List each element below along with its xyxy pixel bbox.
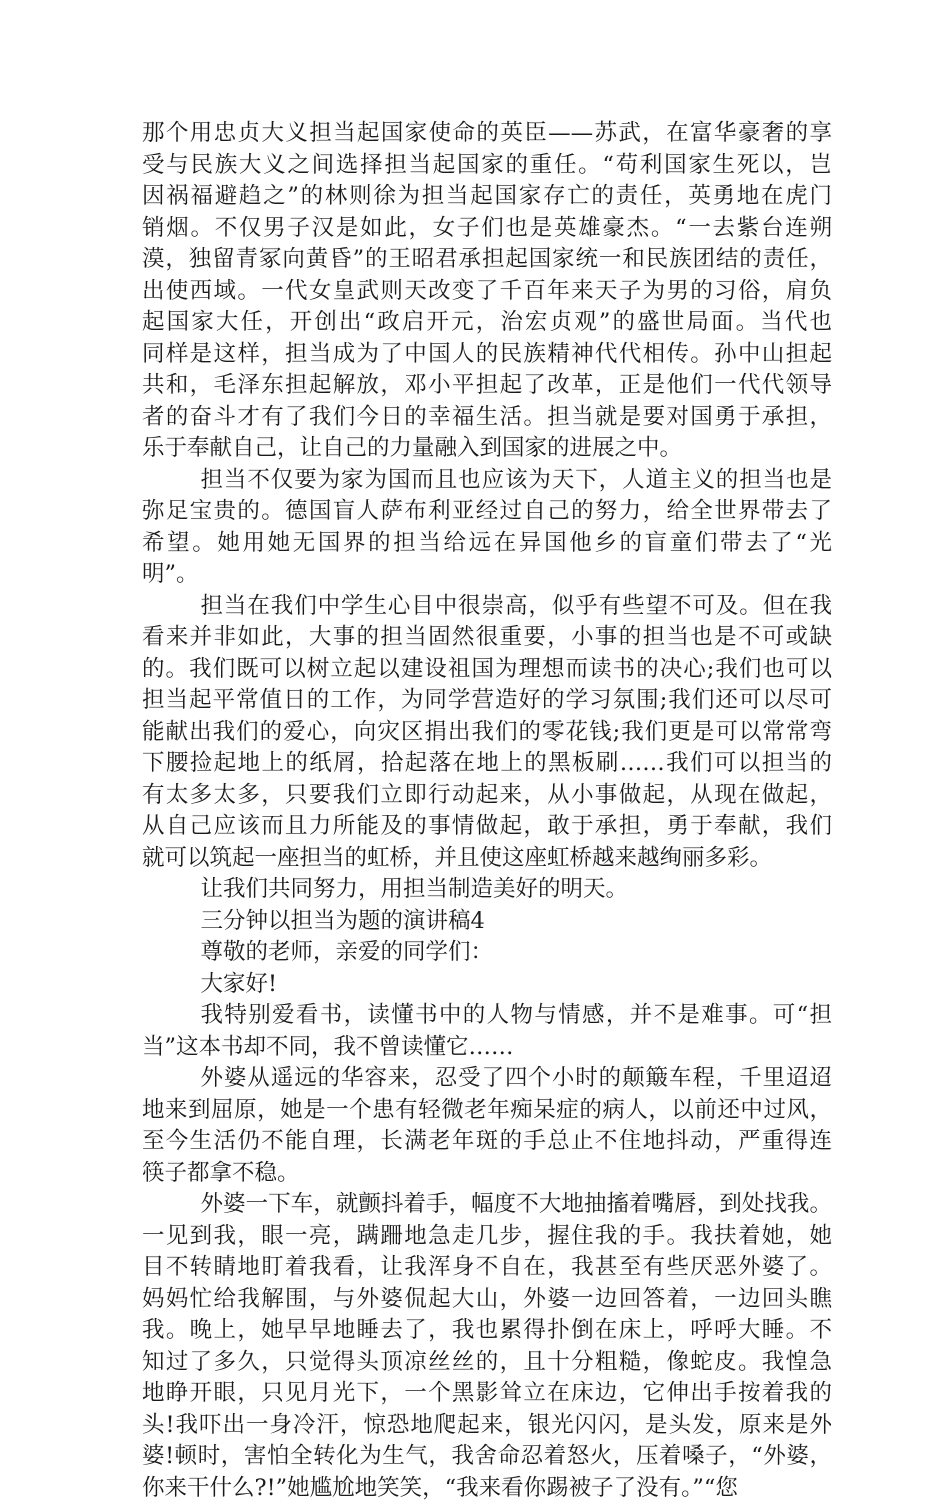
text-line: 能献出我们的爱心，向灾区捐出我们的零花钱;我们更是可以常常弯 — [142, 717, 832, 749]
text-line: 那个用忠贞大义担当起国家使命的英臣——苏武，在富华豪奢的享 — [142, 118, 832, 150]
text-line: 出使西域。一代女皇武则天改变了千百年来天子为男的习俗，肩负 — [142, 276, 832, 308]
text-line: 头!我吓出一身冷汗，惊恐地爬起来，银光闪闪，是头发，原来是外 — [142, 1410, 832, 1442]
text-line: 大家好! — [142, 969, 832, 1001]
text-line: 我特别爱看书，读懂书中的人物与情感，并不是难事。可“担 — [142, 1000, 832, 1032]
paragraph — [142, 591, 832, 875]
paragraph — [142, 937, 832, 969]
text-line: 妈妈忙给我解围，与外婆侃起大山，外婆一边回答着，一边回头瞧 — [142, 1284, 832, 1316]
text-line: 有太多太多，只要我们立即行动起来，从小事做起，从现在做起， — [142, 780, 832, 812]
text-line: 担当起平常值日的工作，为同学营造好的学习氛围;我们还可以尽可 — [142, 685, 832, 717]
paragraph — [142, 906, 832, 938]
text-line: 担当不仅要为家为国而且也应该为天下，人道主义的担当也是 — [142, 465, 832, 497]
text-line: 乐于奉献自己，让自己的力量融入到国家的进展之中。 — [142, 433, 832, 465]
text-line: 外婆一下车，就颤抖着手，幅度不大地抽搐着嘴唇，到处找我。 — [142, 1189, 832, 1221]
text-line: 起国家大任，开创出“政启开元，治宏贞观”的盛世局面。当代也 — [142, 307, 832, 339]
text-line: 我。晚上，她早早地睡去了，我也累得扑倒在床上，呼呼大睡。不 — [142, 1315, 832, 1347]
paragraph — [142, 465, 832, 591]
text-line: 下腰捡起地上的纸屑，拾起落在地上的黑板刷……我们可以担当的 — [142, 748, 832, 780]
text-line: 知过了多久，只觉得头顶凉丝丝的，且十分粗糙，像蛇皮。我惶急 — [142, 1347, 832, 1379]
text-line: 地睁开眼，只见月光下，一个黑影耸立在床边，它伸出手按着我的 — [142, 1378, 832, 1410]
text-line: 因祸福避趋之”的林则徐为担当起国家存亡的责任，英勇地在虎门 — [142, 181, 832, 213]
paragraph — [142, 874, 832, 906]
text-line: 的。我们既可以树立起以建设祖国为理想而读书的决心;我们也可以 — [142, 654, 832, 686]
text-line: 担当在我们中学生心目中很崇高，似乎有些望不可及。但在我 — [142, 591, 832, 623]
text-line: 从自己应该而且力所能及的事情做起，敢于承担，勇于奉献，我们 — [142, 811, 832, 843]
paragraph — [142, 1063, 832, 1189]
text-line: 目不转睛地盯着我看，让我浑身不自在，我甚至有些厌恶外婆了。 — [142, 1252, 832, 1284]
text-line: 共和，毛泽东担起解放，邓小平担起了改革，正是他们一代代领导 — [142, 370, 832, 402]
text-line: 明”。 — [142, 559, 832, 591]
text-line: 漠，独留青冢向黄昏”的王昭君承担起国家统一和民族团结的责任， — [142, 244, 832, 276]
text-line: 希望。她用她无国界的担当给远在异国他乡的盲童们带去了“光 — [142, 528, 832, 560]
text-line: 一见到我，眼一亮，蹒跚地急走几步，握住我的手。我扶着她，她 — [142, 1221, 832, 1253]
text-line: 婆!顿时，害怕全转化为生气，我舍命忍着怒火，压着嗓子，“外婆， — [142, 1441, 832, 1473]
paragraph — [142, 118, 832, 465]
text-line: 三分钟以担当为题的演讲稿4 — [142, 906, 832, 938]
text-line: 你来干什么?!”她尴尬地笑笑，“我来看你踢被子了没有。”“您 — [142, 1473, 832, 1504]
text-line: 受与民族大义之间选择担当起国家的重任。“苟利国家生死以，岂 — [142, 150, 832, 182]
paragraph — [142, 969, 832, 1001]
text-line: 让我们共同努力，用担当制造美好的明天。 — [142, 874, 832, 906]
text-line: 当”这本书却不同，我不曾读懂它…… — [142, 1032, 832, 1064]
text-line: 同样是这样，担当成为了中国人的民族精神代代相传。孙中山担起 — [142, 339, 832, 371]
text-line: 尊敬的老师，亲爱的同学们： — [142, 937, 832, 969]
text-line: 至今生活仍不能自理，长满老年斑的手总止不住地抖动，严重得连 — [142, 1126, 832, 1158]
document-body — [142, 118, 832, 1504]
text-line: 外婆从遥远的华容来，忍受了四个小时的颠簸车程，千里迢迢 — [142, 1063, 832, 1095]
text-line: 看来并非如此，大事的担当固然很重要，小事的担当也是不可或缺 — [142, 622, 832, 654]
text-line: 者的奋斗才有了我们今日的幸福生活。担当就是要对国勇于承担， — [142, 402, 832, 434]
text-line: 就可以筑起一座担当的虹桥，并且使这座虹桥越来越绚丽多彩。 — [142, 843, 832, 875]
text-line: 弥足宝贵的。德国盲人萨布利亚经过自己的努力，给全世界带去了 — [142, 496, 832, 528]
text-line: 筷子都拿不稳。 — [142, 1158, 832, 1190]
paragraph — [142, 1000, 832, 1063]
paragraph — [142, 1189, 832, 1504]
text-line: 销烟。不仅男子汉是如此，女子们也是英雄豪杰。“一去紫台连朔 — [142, 213, 832, 245]
text-line: 地来到屈原，她是一个患有轻微老年痴呆症的病人，以前还中过风， — [142, 1095, 832, 1127]
